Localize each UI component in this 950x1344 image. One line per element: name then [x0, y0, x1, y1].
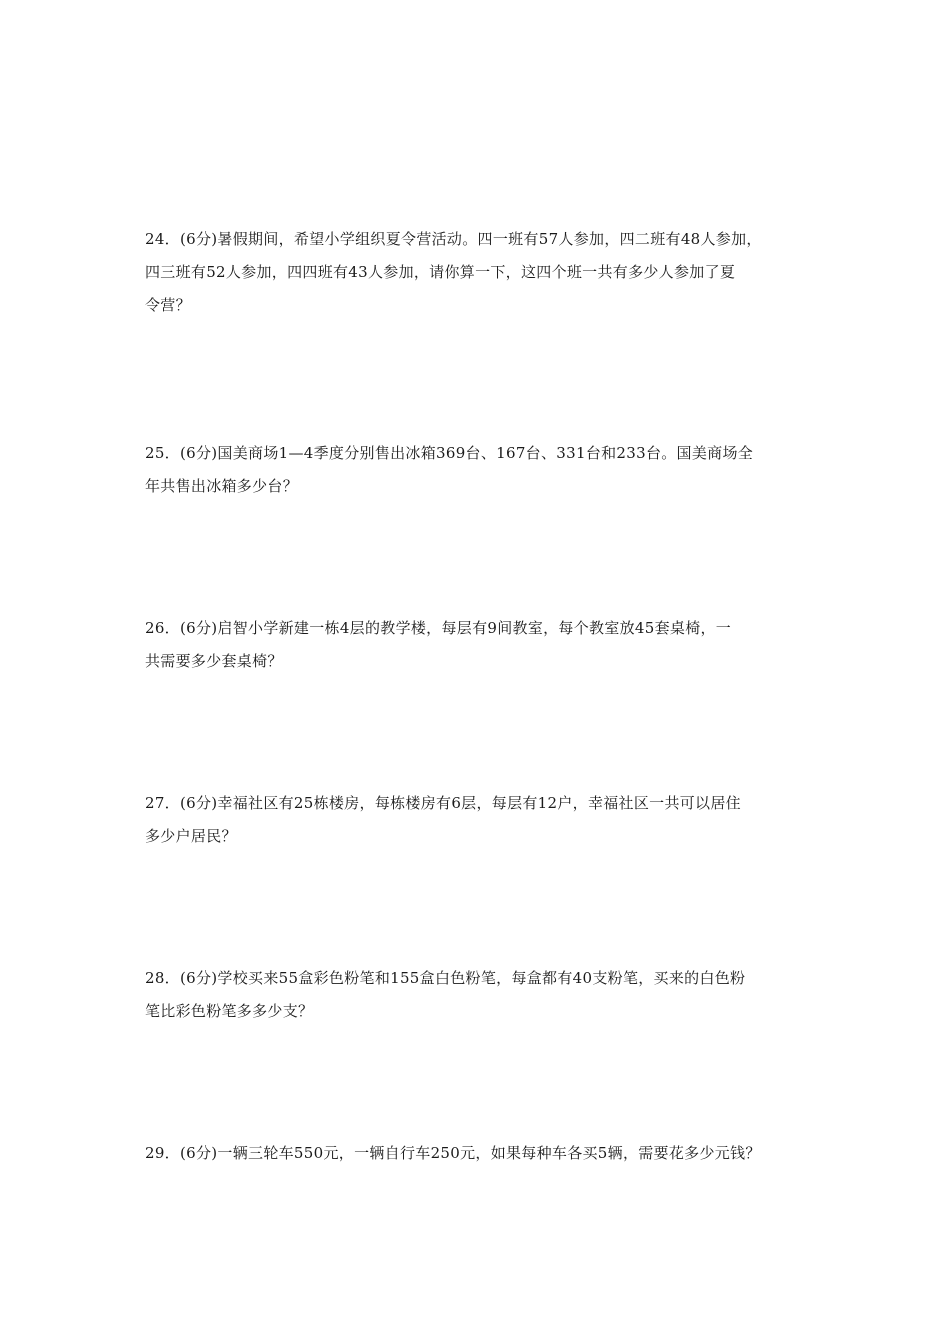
question-26-line-1: 26．(6分)启智小学新建一栋4层的教学楼，每层有9间教室，每个教室放45套桌椅，一	[145, 619, 732, 637]
question-24-line-2: 四三班有52人参加，四四班有43人参加，请你算一下，这四个班一共有多少人参加了夏	[145, 263, 736, 281]
question-24-line-1: 24．(6分)暑假期间，希望小学组织夏令营活动。四一班有57人参加，四二班有48人参加，	[145, 230, 762, 248]
question-28	[145, 962, 835, 1028]
question-24	[145, 223, 835, 322]
question-24-line-3: 令营？	[145, 296, 191, 314]
question-29	[145, 1137, 835, 1170]
question-25	[145, 437, 835, 503]
question-28-line-2: 笔比彩色粉笔多多少支？	[145, 1002, 314, 1020]
question-27-line-2: 多少户居民？	[145, 827, 237, 845]
question-25-line-2: 年共售出冰箱多少台？	[145, 477, 299, 495]
question-28-line-1: 28．(6分)学校买来55盒彩色粉笔和155盒白色粉笔，每盒都有40支粉笔，买来的白色粉	[145, 969, 746, 987]
question-27-line-1: 27．(6分)幸福社区有25栋楼房，每栋楼房有6层，每层有12户，幸福社区一共可以居住	[145, 794, 741, 812]
question-26-line-2: 共需要多少套桌椅？	[145, 652, 283, 670]
question-26	[145, 612, 835, 678]
question-25-line-1: 25．(6分)国美商场1—4季度分别售出冰箱369台、167台、331台和233台。国美商场全	[145, 444, 754, 462]
question-27	[145, 787, 835, 853]
question-29-line-1: 29．(6分)一辆三轮车550元，一辆自行车250元，如果每种车各买5辆，需要花多少元钱？	[145, 1144, 761, 1162]
